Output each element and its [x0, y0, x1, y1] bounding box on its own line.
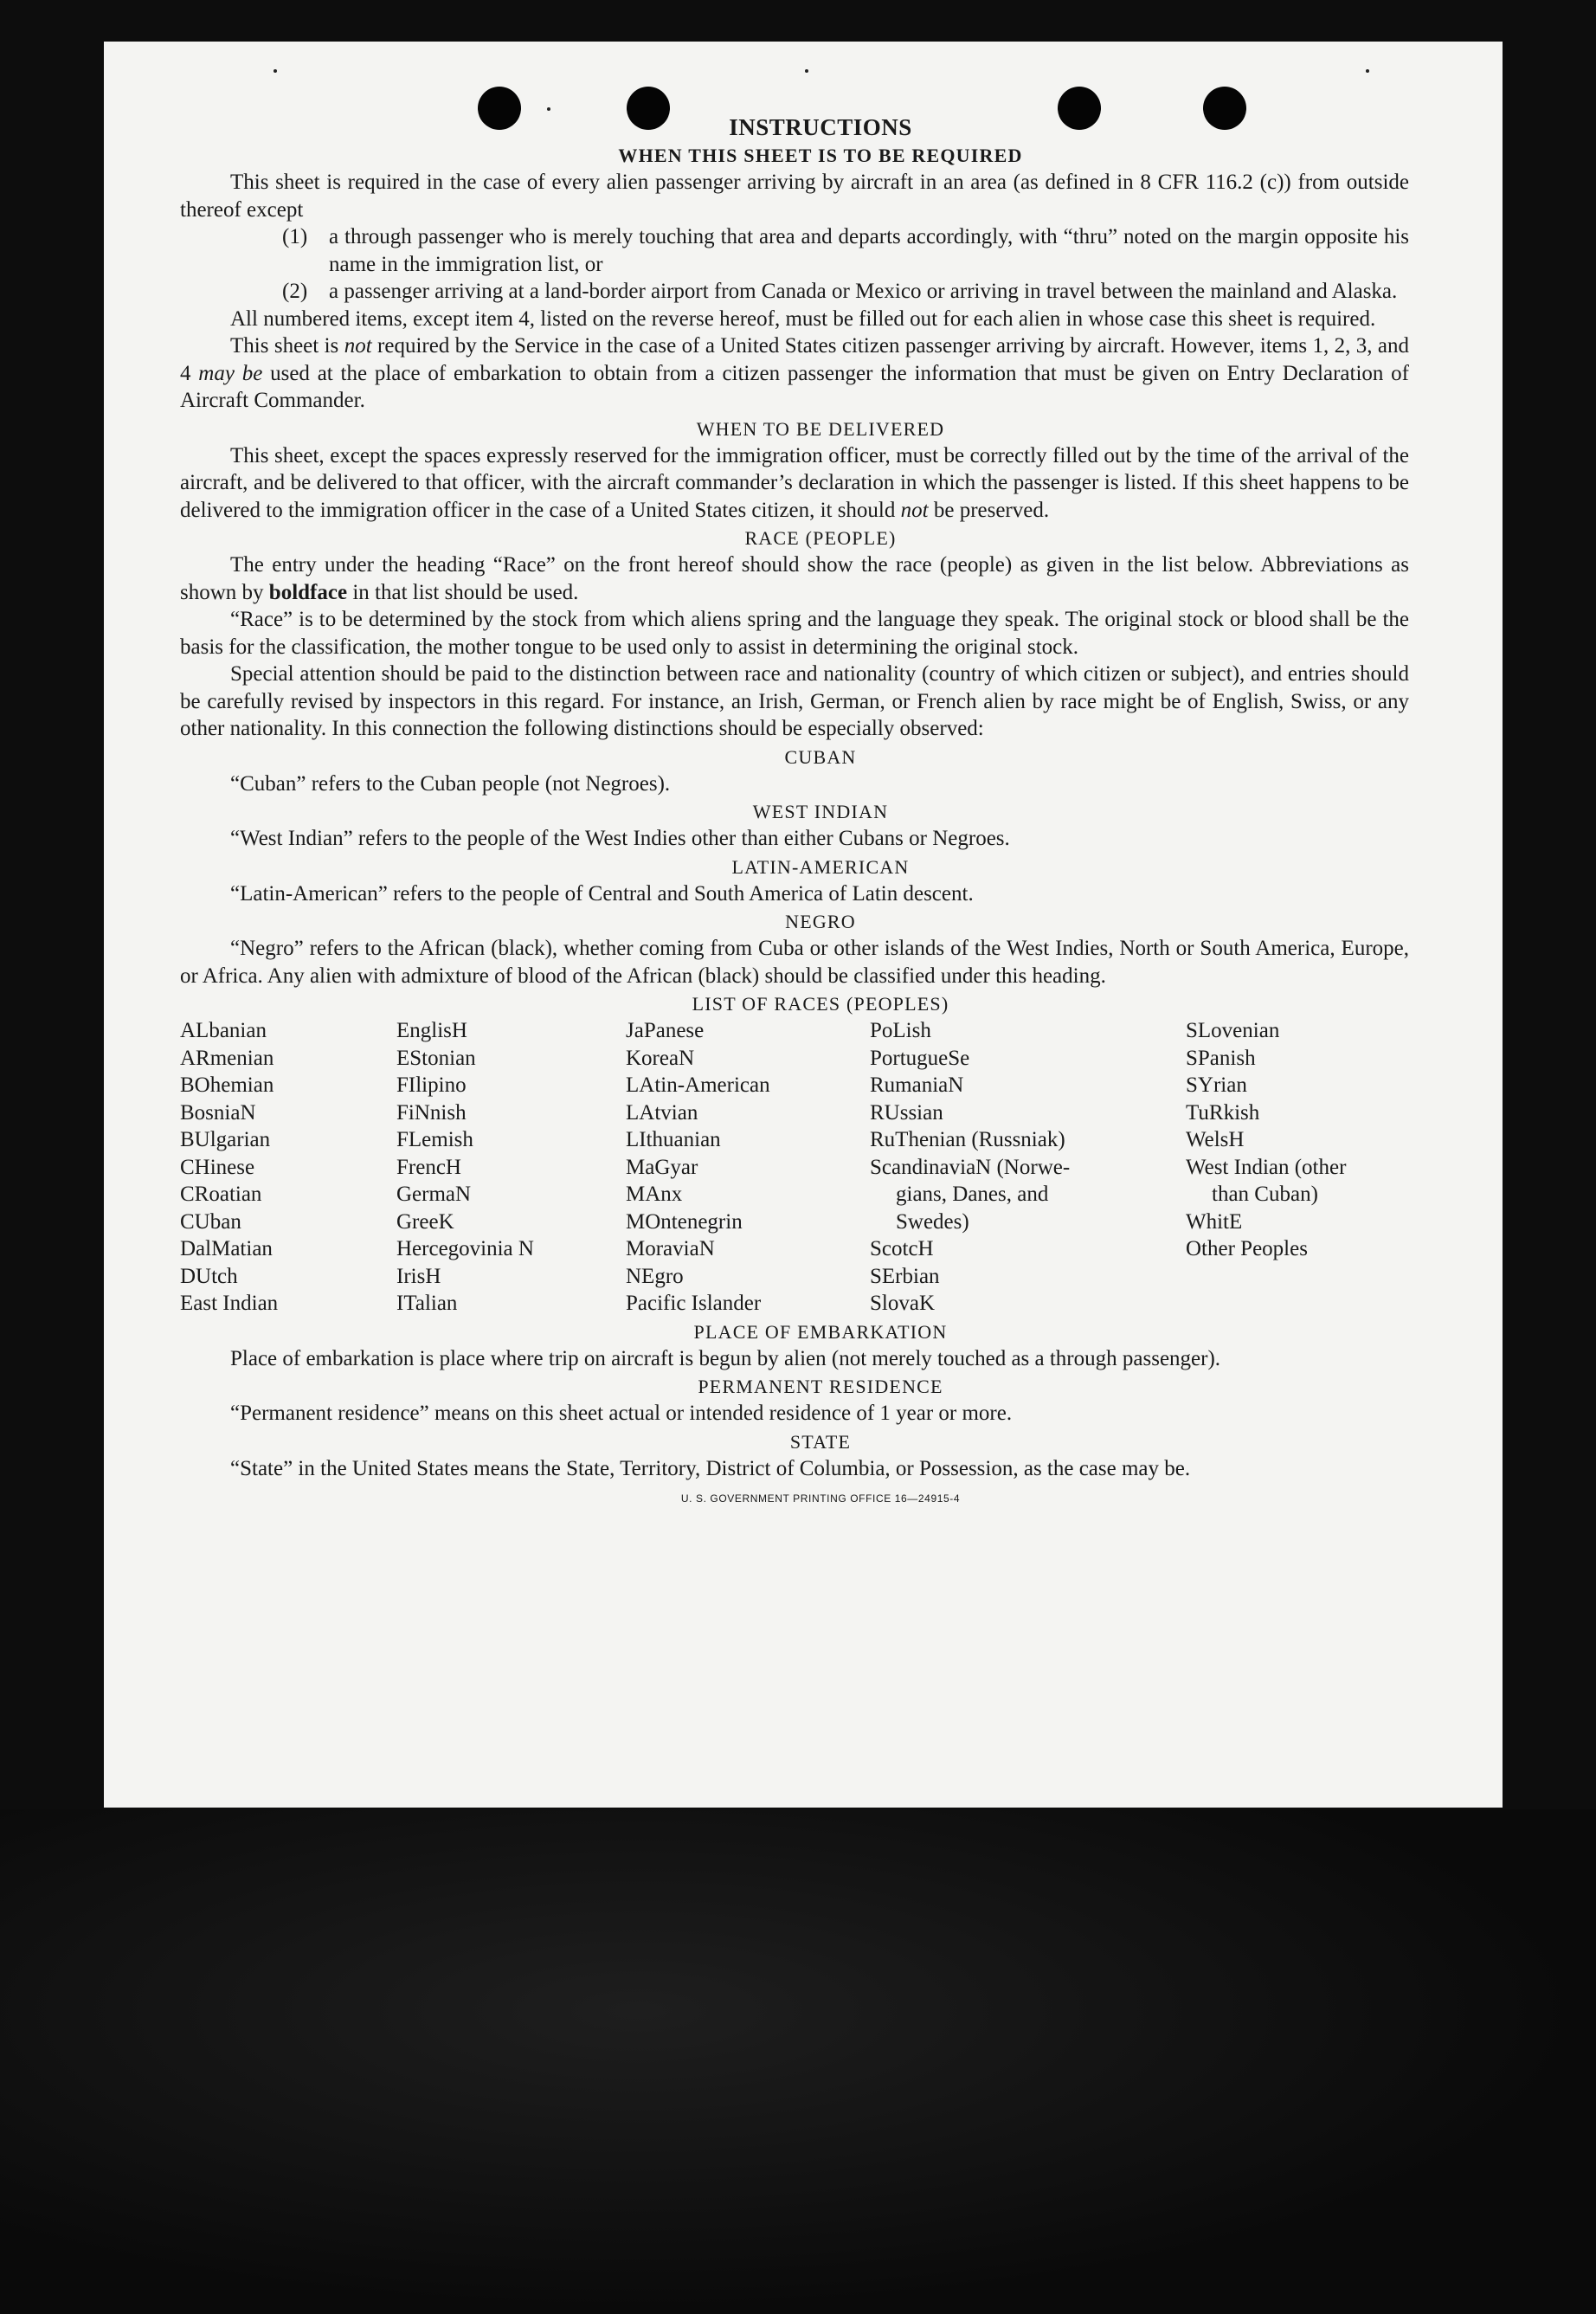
- race-entry: Hercegovinia N: [396, 1237, 534, 1260]
- race-entry: ALbanian: [180, 1019, 267, 1042]
- section-heading: WHEN TO BE DELIVERED: [696, 417, 945, 440]
- race-entry: ScandinaviaN (Norwe-: [870, 1155, 1071, 1179]
- paragraph: Place of embarkation is place where trip on aircraft is begun by alien (not merely touched as a through passenger).: [230, 1346, 1221, 1370]
- paragraph: [180, 551, 1409, 606]
- race-entry: LAtvian: [626, 1100, 698, 1125]
- race-entry: JaPanese: [626, 1019, 705, 1042]
- race-entry: PoLish: [870, 1019, 931, 1042]
- race-entry: WelsH: [1186, 1128, 1245, 1151]
- race-entry: DalMatian: [180, 1237, 273, 1260]
- text-run: be preserved.: [928, 498, 1050, 522]
- race-column: [180, 1017, 396, 1318]
- emphasis: not: [900, 498, 929, 522]
- race-entry: ARmenian: [180, 1046, 274, 1070]
- item-text: a passenger arriving at a land-border airport from Canada or Mexico or arriving in travel between the mainland and Alaska.: [329, 280, 1398, 303]
- paragraph: “Race” is to be determined by the stock from which aliens spring and the language they speak. The original stock or blood shall be the basis for the classification, the mother tongue to be used only to assist in determining the original stock.: [180, 608, 1409, 659]
- list-item: [282, 278, 1409, 306]
- emphasis: boldface: [268, 580, 348, 604]
- text-run: required by the Service in the case of a United States citizen passenger arriving by aircraft. However, items 1, 2, 3, and 4: [180, 334, 1409, 385]
- race-entry: FiNnish: [396, 1100, 467, 1125]
- section-heading: STATE: [789, 1430, 852, 1453]
- race-list: [180, 1017, 1409, 1318]
- paragraph: “Permanent residence” means on this sheet actual or intended residence of 1 year or more.: [230, 1402, 1013, 1425]
- race-entry: BOhemian: [180, 1073, 274, 1097]
- race-entry: LIthuanian: [626, 1128, 721, 1151]
- race-entry: NEgro: [626, 1264, 684, 1288]
- race-entry: CRoatian: [180, 1183, 262, 1206]
- race-entry: CHinese: [180, 1155, 255, 1179]
- race-column: [396, 1017, 626, 1318]
- item-number: (2): [282, 280, 308, 303]
- emphasis: not: [344, 334, 372, 358]
- race-entry: LAtin-American: [626, 1073, 770, 1097]
- paragraph: This sheet is required in the case of every alien passenger arriving by aircraft in an area (as defined in 8 CFR 116.2 (c)) from outside thereof except: [180, 171, 1409, 222]
- race-entry: KoreaN: [626, 1046, 695, 1070]
- race-entry: FrencH: [396, 1155, 461, 1179]
- race-entry: MoraviaN: [626, 1237, 715, 1260]
- section-heading: PERMANENT RESIDENCE: [698, 1376, 943, 1397]
- paragraph: “Cuban” refers to the Cuban people (not Negroes).: [230, 771, 671, 796]
- punch-hole: [1203, 87, 1246, 130]
- race-entry: FLemish: [396, 1128, 473, 1151]
- race-column: [1186, 1017, 1402, 1318]
- emphasis: may be: [198, 361, 263, 385]
- section-heading: WHEN THIS SHEET IS TO BE REQUIRED: [618, 145, 1023, 166]
- race-entry: East Indian: [180, 1292, 279, 1315]
- paragraph: “State” in the United States means the State, Territory, District of Columbia, or Possession, as the case may be.: [230, 1456, 1191, 1480]
- race-entry: RUssian: [870, 1100, 943, 1125]
- section-heading: CUBAN: [784, 745, 857, 768]
- race-entry: FIlipino: [396, 1073, 467, 1097]
- section-heading: LATIN-AMERICAN: [731, 855, 910, 878]
- section-heading: PLACE OF EMBARKATION: [693, 1320, 948, 1343]
- paragraph: “Latin-American” refers to the people of Central and South America of Latin descent.: [230, 881, 974, 906]
- race-entry: CUban: [180, 1209, 241, 1234]
- race-entry: Other Peoples: [1186, 1237, 1308, 1260]
- race-entry: EnglisH: [396, 1019, 467, 1042]
- race-entry: SLovenian: [1186, 1019, 1280, 1042]
- race-entry: SYrian: [1186, 1073, 1247, 1097]
- section-heading: RACE (PEOPLE): [744, 527, 897, 549]
- race-entry: TuRkish: [1186, 1100, 1260, 1125]
- printer-imprint: U. S. GOVERNMENT PRINTING OFFICE 16—24915-4: [680, 1492, 961, 1505]
- race-entry: BosniaN: [180, 1100, 256, 1125]
- race-entry: SPanish: [1186, 1046, 1256, 1070]
- race-column: [626, 1017, 870, 1318]
- speck: [1366, 69, 1369, 73]
- speck: [805, 69, 808, 73]
- race-entry: Pacific Islander: [626, 1292, 762, 1315]
- race-entry: RuThenian (Russniak): [870, 1128, 1065, 1151]
- race-entry: BUlgarian: [180, 1128, 271, 1151]
- race-entry: PortugueSe: [870, 1046, 970, 1070]
- speck: [274, 69, 277, 73]
- race-entry: MOntenegrin: [626, 1209, 743, 1234]
- speck: [547, 107, 550, 111]
- punch-hole: [478, 87, 521, 130]
- paragraph: “West Indian” refers to the people of the West Indies other than either Cubans or Negroes.: [230, 827, 1010, 850]
- race-entry: WhitE: [1186, 1209, 1243, 1234]
- race-entry: SlovaK: [870, 1292, 935, 1315]
- item-text: a through passenger who is merely touching that area and departs accordingly, with “thru” noted on the margin opposite his name in the immigration list, or: [329, 225, 1409, 276]
- text-run: The entry under the heading “Race” on the front hereof should show the race (people) as given in the list below. Abbreviations as shown by: [180, 553, 1409, 604]
- race-entry: ITalian: [396, 1292, 458, 1315]
- paragraph: [180, 442, 1409, 525]
- section-heading: WEST INDIAN: [752, 801, 889, 822]
- race-column: [870, 1017, 1186, 1318]
- paragraph: All numbered items, except item 4, listed on the reverse hereof, must be filled out for each alien in whose case this sheet is required.: [230, 306, 1376, 331]
- paragraph: [180, 332, 1409, 415]
- paragraph: “Negro” refers to the African (black), whether coming from Cuba or other islands of the West Indies, North or South America, Europe, or Africa. Any alien with admixture of blood of the African (black) should be classified under this heading.: [180, 937, 1409, 988]
- punch-hole: [1058, 87, 1101, 130]
- race-entry: MaGyar: [626, 1155, 698, 1179]
- race-entry: MAnx: [626, 1183, 683, 1206]
- instruction-sheet: [104, 42, 1503, 1808]
- race-entry: DUtch: [180, 1264, 238, 1288]
- race-entry: RumaniaN: [870, 1073, 964, 1097]
- race-entry: GermaN: [396, 1183, 472, 1206]
- race-entry: Swedes): [896, 1209, 969, 1234]
- race-entry: West Indian (other: [1186, 1155, 1347, 1179]
- section-heading: LIST OF RACES (PEOPLES): [692, 993, 949, 1015]
- text-run: This sheet is: [230, 334, 344, 358]
- race-entry: EStonian: [396, 1046, 476, 1070]
- list-item: [282, 223, 1409, 278]
- text-run: used at the place of embarkation to obtain from a citizen passenger the information that must be given on Entry Declaration of Aircraft Commander.: [180, 361, 1410, 412]
- text-run: in that list should be used.: [347, 580, 579, 604]
- scan-background: [0, 1809, 1596, 2314]
- item-number: (1): [282, 225, 308, 248]
- race-entry: GreeK: [396, 1209, 454, 1234]
- race-entry: gians, Danes, and: [896, 1183, 1049, 1206]
- punch-hole: [627, 87, 670, 130]
- text-run: This sheet, except the spaces expressly reserved for the immigration officer, must be correctly filled out by the time of the arrival of the aircraft, and be delivered to that officer, with the aircraft commander’s declaration in which the passenger is listed. If this sheet happens to be delivered to the immigration officer in the case of a United States citizen, it should: [180, 443, 1409, 522]
- race-entry: SErbian: [870, 1264, 940, 1288]
- page-title: INSTRUCTIONS: [729, 114, 912, 140]
- section-heading: NEGRO: [785, 911, 856, 932]
- paragraph: Special attention should be paid to the distinction between race and nationality (country of which citizen or subject), and entries should be carefully revised by inspectors in this regard. For instance, an Irish, German, or French alien by race might be of English, Swiss, or any other nationality. In this connection the following distinctions should be especially observed:: [180, 662, 1409, 740]
- race-entry: ScotcH: [870, 1237, 934, 1260]
- race-entry: than Cuban): [1212, 1183, 1318, 1206]
- race-entry: IrisH: [396, 1264, 441, 1288]
